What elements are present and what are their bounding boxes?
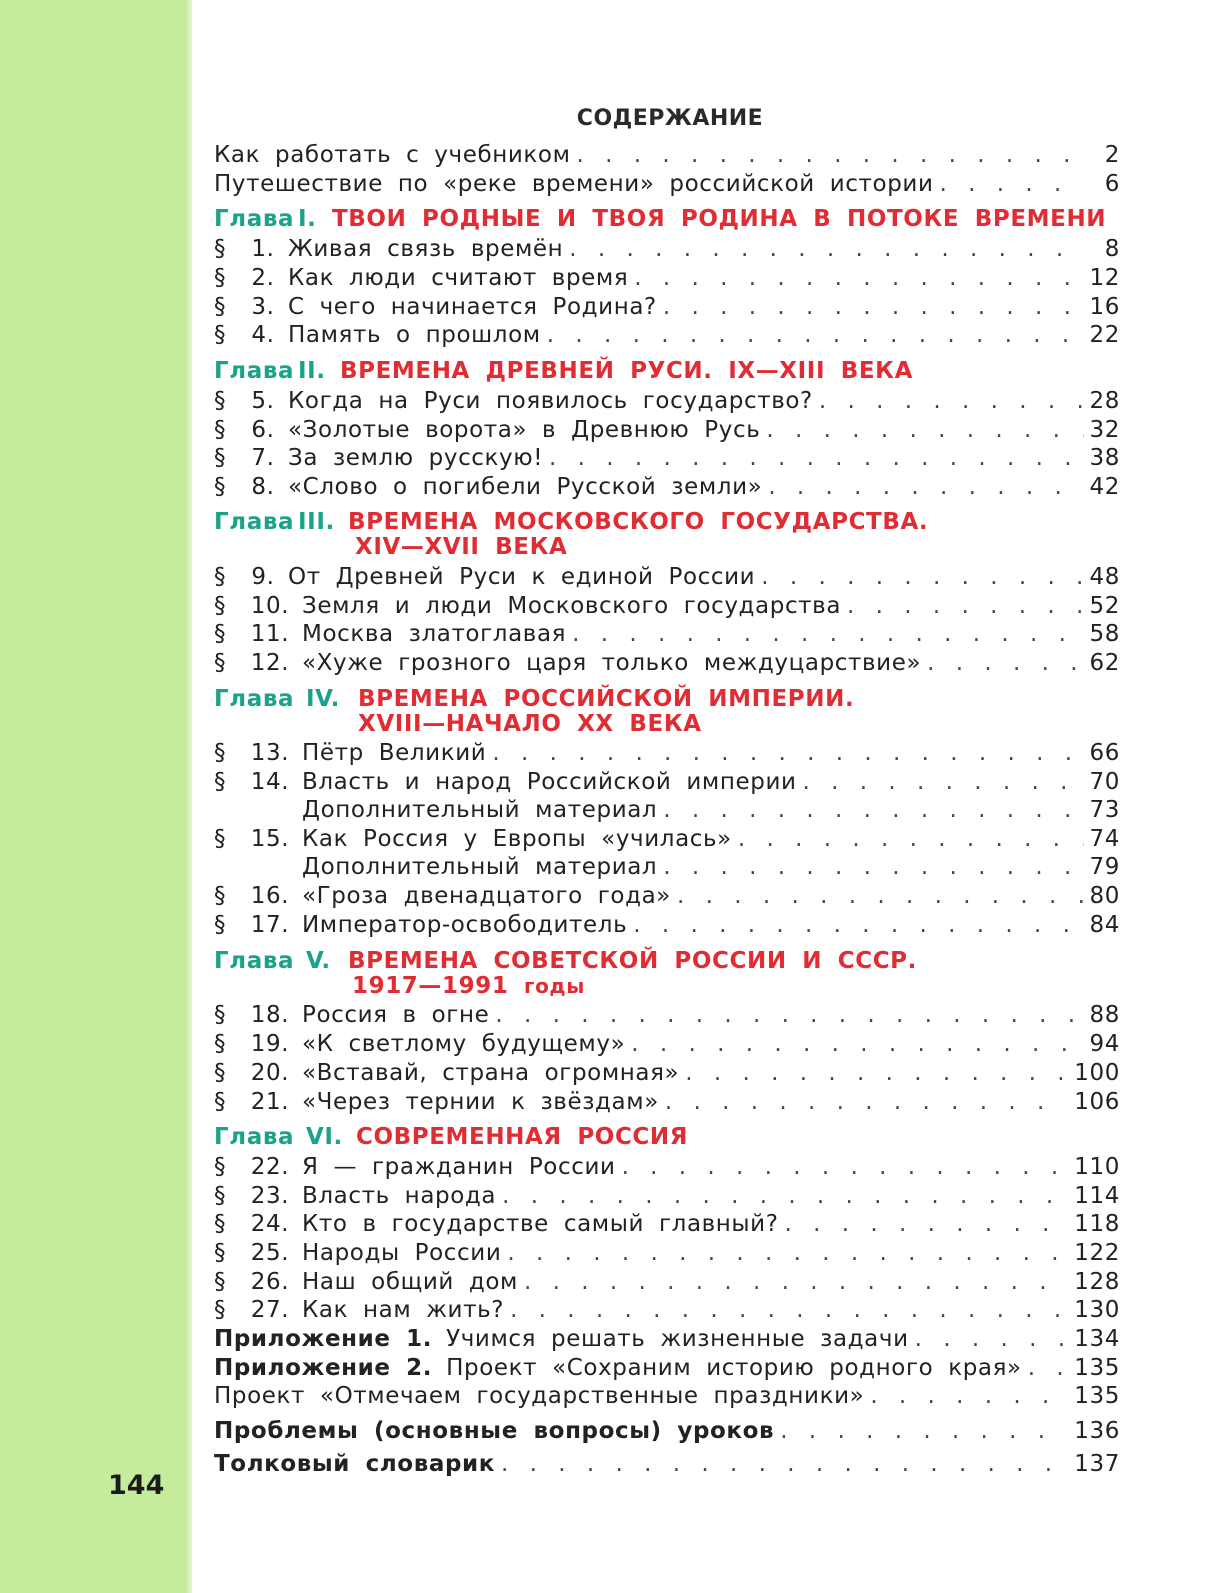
section-sign: §: [214, 322, 227, 348]
chapter-heading[interactable]: [214, 207, 1130, 232]
chapter-label: Глава: [214, 686, 295, 712]
section-sign: §: [214, 593, 227, 619]
section-sign: §: [214, 1183, 227, 1209]
chapter-title: ТВОИ РОДНЫЕ И ТВОЯ РОДИНА В ПОТОКЕ ВРЕМЕНИ: [332, 206, 1107, 232]
section-number: 20.: [250, 1060, 290, 1086]
toc-page-number: 80: [1089, 883, 1120, 909]
leader-dots: [663, 854, 1083, 880]
section-number: 7.: [251, 445, 275, 471]
chapter-title: ВРЕМЕНА РОССИЙСКОЙ ИМПЕРИИ.: [358, 686, 855, 712]
page-title: СОДЕРЖАНИЕ: [576, 106, 764, 131]
section-sign: §: [214, 1002, 227, 1028]
leader-dots: [547, 322, 1084, 348]
toc-page-number: 6: [1104, 171, 1120, 197]
section-number: 19.: [250, 1031, 290, 1057]
toc-row[interactable]: [214, 294, 1120, 324]
toc-row[interactable]: [214, 1418, 1120, 1448]
chapter-heading[interactable]: [214, 359, 1130, 384]
toc-entry-text: Проект «Сохраним историю родного края»: [446, 1355, 1022, 1381]
toc-page-number: 8: [1104, 236, 1120, 262]
leader-dots: [507, 1240, 1068, 1266]
toc-row[interactable]: [214, 265, 1120, 295]
leader-dots: [633, 912, 1083, 938]
page-margin-band: [0, 0, 192, 1593]
toc-entry-text: Народы России: [302, 1240, 502, 1266]
section-sign: §: [214, 445, 227, 471]
toc-page-number: 114: [1074, 1183, 1120, 1209]
toc-page-number: 137: [1074, 1451, 1120, 1477]
toc-row[interactable]: [214, 236, 1120, 266]
section-sign: §: [214, 1240, 227, 1266]
toc-entry-text: Память о прошлом: [288, 322, 541, 348]
toc-page-number: 42: [1089, 474, 1120, 500]
toc-row[interactable]: [214, 1383, 1120, 1413]
toc-page-number: 122: [1074, 1240, 1120, 1266]
toc-row[interactable]: [214, 1211, 1120, 1241]
toc-page-number: 136: [1074, 1418, 1120, 1444]
section-number: 9.: [251, 564, 275, 590]
section-sign: §: [214, 564, 227, 590]
leader-dots: [495, 1002, 1083, 1028]
toc-row[interactable]: [214, 1269, 1120, 1299]
leader-dots: [502, 1183, 1068, 1209]
chapter-label: Глава: [214, 509, 295, 535]
leader-dots: [677, 883, 1084, 909]
leader-dots: [492, 740, 1083, 766]
section-number: 18.: [250, 1002, 290, 1028]
section-sign: §: [214, 1089, 227, 1115]
toc-page-number: 134: [1074, 1326, 1120, 1352]
chapter-title: ВРЕМЕНА МОСКОВСКОГО ГОСУДАРСТВА.: [348, 509, 929, 535]
section-sign: §: [214, 769, 227, 795]
leader-dots: [819, 388, 1084, 414]
leader-dots: [766, 417, 1083, 443]
leader-dots: [785, 1211, 1069, 1237]
toc-row[interactable]: [214, 564, 1120, 594]
toc-page-number: 118: [1074, 1211, 1120, 1237]
toc-page-number: 16: [1089, 294, 1120, 320]
toc-entry-text: Наш общий дом: [302, 1269, 518, 1295]
chapter-label: Глава: [214, 948, 295, 974]
leader-dots: [549, 445, 1083, 471]
leader-dots: [524, 1269, 1068, 1295]
toc-entry-text: С чего начинается Родина?: [288, 294, 657, 320]
section-number: 25.: [250, 1240, 290, 1266]
page-number: 144: [108, 1470, 165, 1501]
section-number: 14.: [250, 769, 290, 795]
chapter-heading[interactable]: [214, 949, 1130, 999]
chapter-roman: III.: [298, 509, 335, 535]
section-number: 4.: [251, 322, 275, 348]
chapter-roman: I.: [298, 206, 317, 232]
toc-entry-text: Толковый словарик: [214, 1451, 495, 1477]
section-sign: §: [214, 1211, 227, 1237]
toc-entry-text: От Древней Руси к единой России: [288, 564, 756, 590]
toc-row[interactable]: [214, 1089, 1120, 1119]
toc-row[interactable]: [214, 826, 1120, 856]
toc-entry-text: Власть народа: [302, 1183, 497, 1209]
toc-entry-text: «Хуже грозного царя только междуцарствие»: [302, 650, 922, 676]
section-number: 17.: [250, 912, 290, 938]
toc-page-number: 128: [1074, 1269, 1120, 1295]
toc-page-number: 62: [1089, 650, 1120, 676]
chapter-title-line2: XVIII—НАЧАЛО XX ВЕКА: [358, 711, 702, 737]
toc-row[interactable]: [214, 912, 1120, 942]
chapter-roman: IV.: [306, 686, 340, 712]
section-sign: §: [214, 826, 227, 852]
section-sign: §: [214, 1154, 227, 1180]
chapter-heading[interactable]: [214, 1125, 1130, 1150]
section-sign: §: [214, 388, 227, 414]
chapter-title: СОВРЕМЕННАЯ РОССИЯ: [356, 1124, 689, 1150]
toc-row[interactable]: [214, 797, 1120, 827]
section-number: 3.: [251, 294, 275, 320]
leader-dots: [663, 294, 1084, 320]
leader-dots: [685, 1060, 1068, 1086]
chapter-roman: VI.: [306, 1124, 343, 1150]
toc-entry-text: «Золотые ворота» в Древнюю Русь: [288, 417, 761, 443]
section-sign: §: [214, 417, 227, 443]
chapter-title-line2-suffix: годы: [524, 974, 585, 998]
toc-entry-text: Император-освободитель: [302, 912, 628, 938]
toc-row[interactable]: [214, 171, 1120, 201]
toc-entry-text: Кто в государстве самый главный?: [302, 1211, 779, 1237]
toc-row[interactable]: [214, 1240, 1120, 1270]
section-sign: §: [214, 883, 227, 909]
section-sign: §: [214, 1269, 227, 1295]
toc-entry-text: Живая связь времён: [288, 236, 564, 262]
toc-page-number: 58: [1089, 621, 1120, 647]
leader-dots: [510, 1297, 1068, 1323]
toc-row[interactable]: [214, 322, 1120, 352]
toc-entry-text: Как Россия у Европы «училась»: [302, 826, 732, 852]
toc-entry-text: Как люди считают время: [288, 265, 629, 291]
toc-entry-text: Проект «Отмечаем государственные праздники»: [214, 1383, 865, 1409]
chapter-roman: II.: [298, 358, 326, 384]
chapter-label: Глава: [214, 1124, 295, 1150]
toc-row[interactable]: [214, 621, 1120, 651]
toc-row[interactable]: [214, 883, 1120, 913]
section-sign: §: [214, 265, 227, 291]
toc-page-number: 84: [1089, 912, 1120, 938]
section-sign: §: [214, 1060, 227, 1086]
leader-dots: [572, 621, 1083, 647]
toc-page-number: 48: [1089, 564, 1120, 590]
section-number: 16.: [250, 883, 290, 909]
section-number: 12.: [250, 650, 290, 676]
section-sign: §: [214, 236, 227, 262]
chapter-title-line2: 1917—1991: [352, 973, 509, 999]
toc-row[interactable]: [214, 445, 1120, 475]
toc-page-number: 74: [1089, 826, 1120, 852]
chapter-label: Глава: [214, 358, 295, 384]
toc-row[interactable]: [214, 1355, 1120, 1385]
leader-dots: [622, 1154, 1069, 1180]
toc-entry-text: «Через тернии к звёздам»: [302, 1089, 659, 1115]
toc-page-number: 66: [1089, 740, 1120, 766]
section-number: 21.: [250, 1089, 290, 1115]
leader-dots: [803, 769, 1084, 795]
toc-row[interactable]: [214, 650, 1120, 680]
toc-row[interactable]: [214, 1297, 1120, 1327]
toc-entry-text: Россия в огне: [302, 1002, 490, 1028]
toc-page-number: 79: [1089, 854, 1120, 880]
section-number: 13.: [250, 740, 290, 766]
toc-page-number: 100: [1074, 1060, 1120, 1086]
leader-dots: [738, 826, 1084, 852]
toc-row[interactable]: [214, 1031, 1120, 1061]
page-margin-edge: [185, 0, 192, 1593]
toc-row[interactable]: [214, 1060, 1120, 1090]
chapter-title: ВРЕМЕНА ДРЕВНЕЙ РУСИ. IX—XIII ВЕКА: [340, 358, 913, 384]
leader-dots: [631, 1031, 1083, 1057]
toc-row[interactable]: [214, 142, 1120, 172]
section-number: 6.: [251, 417, 275, 443]
leader-dots: [761, 564, 1083, 590]
toc-entry-text: Дополнительный материал: [302, 854, 658, 880]
leader-dots: [768, 474, 1083, 500]
toc-entry-text: Дополнительный материал: [302, 797, 658, 823]
section-number: 26.: [250, 1269, 290, 1295]
leader-dots: [577, 142, 1084, 168]
toc-page-number: 110: [1074, 1154, 1120, 1180]
toc-entry-text: За землю русскую!: [288, 445, 544, 471]
toc-row[interactable]: [214, 854, 1120, 884]
chapter-roman: V.: [306, 948, 331, 974]
section-sign: §: [214, 740, 227, 766]
toc-page-number: 135: [1074, 1355, 1120, 1381]
chapter-title-line2: XIV—XVII ВЕКА: [355, 534, 568, 560]
leader-dots: [940, 171, 1084, 197]
toc-page-number: 73: [1089, 797, 1120, 823]
toc-page-number: 130: [1074, 1297, 1120, 1323]
leader-dots: [915, 1326, 1069, 1352]
toc-page-number: 22: [1089, 322, 1120, 348]
leader-dots: [663, 797, 1083, 823]
section-number: 15.: [250, 826, 290, 852]
leader-dots: [569, 236, 1084, 262]
section-sign: §: [214, 1031, 227, 1057]
section-number: 8.: [251, 474, 275, 500]
section-number: 23.: [250, 1183, 290, 1209]
chapter-heading[interactable]: [214, 510, 1130, 560]
section-sign: §: [214, 1297, 227, 1323]
toc-entry-text: Как работать с учебником: [214, 142, 571, 168]
toc-page-number: 38: [1089, 445, 1120, 471]
toc-page-number: 88: [1089, 1002, 1120, 1028]
appendix-label: Приложение 1.: [214, 1326, 433, 1352]
leader-dots: [780, 1418, 1068, 1444]
toc-page-number: 94: [1089, 1031, 1120, 1057]
chapter-title: ВРЕМЕНА СОВЕТСКОЙ РОССИИ И СССР.: [348, 948, 917, 974]
toc-page-number: 12: [1089, 265, 1120, 291]
toc-entry-text: Путешествие по «реке времени» российской истории: [214, 171, 934, 197]
section-number: 5.: [251, 388, 275, 414]
appendix-label: Приложение 2.: [214, 1355, 433, 1381]
section-number: 27.: [250, 1297, 290, 1323]
leader-dots: [927, 650, 1083, 676]
section-number: 11.: [250, 621, 290, 647]
toc-entry-text: «Вставай, страна огромная»: [302, 1060, 680, 1086]
toc-row[interactable]: [214, 1183, 1120, 1213]
toc-row[interactable]: [214, 1154, 1120, 1184]
toc-page-number: 52: [1089, 593, 1120, 619]
toc-entry-text: Проблемы (основные вопросы) уроков: [214, 1418, 775, 1444]
chapter-label: Глава: [214, 206, 295, 232]
toc-entry-text: «Слово о погибели Русской земли»: [288, 474, 763, 500]
toc-row[interactable]: [214, 1451, 1120, 1481]
toc-page-number: 32: [1089, 417, 1120, 443]
toc-entry-text: Пётр Великий: [302, 740, 487, 766]
toc-entry-text: Когда на Руси появилось государство?: [288, 388, 813, 414]
leader-dots: [870, 1383, 1068, 1409]
section-sign: §: [214, 912, 227, 938]
toc-row[interactable]: [214, 474, 1120, 504]
toc-row[interactable]: [214, 1326, 1120, 1356]
section-sign: §: [214, 474, 227, 500]
section-sign: §: [214, 650, 227, 676]
toc-entry-text: Учимся решать жизненные задачи: [446, 1326, 909, 1352]
toc-entry-text: Власть и народ Российской империи: [302, 769, 797, 795]
section-number: 10.: [250, 593, 290, 619]
section-number: 22.: [250, 1154, 290, 1180]
toc-row[interactable]: [214, 593, 1120, 623]
toc-entry-text: Как нам жить?: [302, 1297, 505, 1323]
section-number: 24.: [250, 1211, 290, 1237]
toc-entry-text: Я — гражданин России: [302, 1154, 616, 1180]
leader-dots: [634, 265, 1083, 291]
section-sign: §: [214, 621, 227, 647]
toc-page-number: 2: [1104, 142, 1120, 168]
section-number: 2.: [251, 265, 275, 291]
toc-page-number: 70: [1089, 769, 1120, 795]
toc-row[interactable]: [214, 740, 1120, 770]
section-sign: §: [214, 294, 227, 320]
toc-page-number: 106: [1074, 1089, 1120, 1115]
toc-row[interactable]: [214, 388, 1120, 418]
toc-entry-text: Москва златоглавая: [302, 621, 567, 647]
chapter-heading[interactable]: [214, 687, 1130, 737]
toc-row[interactable]: [214, 769, 1120, 799]
toc-entry-text: «Гроза двенадцатого года»: [302, 883, 671, 909]
leader-dots: [847, 593, 1083, 619]
leader-dots: [665, 1089, 1068, 1115]
toc-row[interactable]: [214, 417, 1120, 447]
toc-page-number: 28: [1089, 388, 1120, 414]
toc-entry-text: «К светлому будущему»: [302, 1031, 626, 1057]
leader-dots: [501, 1451, 1068, 1477]
toc-page-number: 135: [1074, 1383, 1120, 1409]
toc-entry-text: Земля и люди Московского государства: [302, 593, 842, 619]
section-number: 1.: [251, 236, 275, 262]
toc-row[interactable]: [214, 1002, 1120, 1032]
leader-dots: [1028, 1355, 1069, 1381]
